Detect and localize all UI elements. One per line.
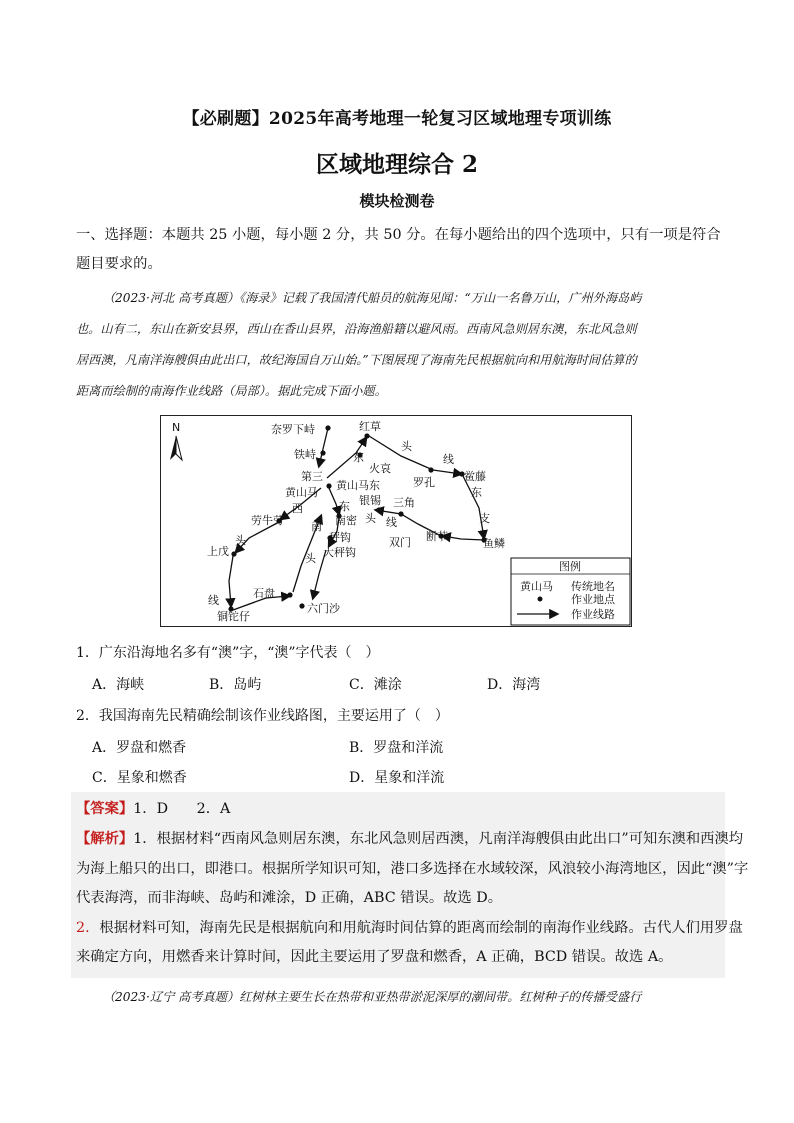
place-shuangmen: 双门 [389, 536, 411, 549]
place-disan: 第三 [301, 470, 323, 483]
route-label-tou2: 头 [365, 512, 376, 525]
north-arrow-icon [170, 421, 182, 460]
map-legend [511, 558, 630, 625]
route-label-dong3: 东 [339, 500, 350, 513]
q1-option-a: A．海峡 [92, 677, 145, 693]
site-shangwu [231, 551, 236, 556]
route-label-zhi: 支 [479, 512, 490, 525]
answer-text: 1．D 2．A [133, 801, 231, 817]
legend-sample: 黄山马 [520, 580, 553, 593]
instructions-line-1: 一、选择题：本题共 25 小题，每小题 2 分，共 50 分。在每小题给出的四个选项中，只有一项是符合 [76, 227, 721, 243]
place-huangshanmadong: 黄山马东 [336, 479, 380, 492]
route-label-tou3: 头 [235, 534, 246, 547]
legend-route: 作业线路 [571, 608, 615, 621]
q2-option-d: D．星象和洋流 [349, 770, 445, 786]
place-sanjiao: 三角 [393, 496, 415, 509]
instructions [76, 221, 722, 279]
site-yinxi [376, 507, 381, 512]
place-duanjie: 断节 [426, 530, 448, 543]
place-laoniulao: 劳牛劳 [251, 514, 284, 527]
paper-subtitle: 区域地理综合 2 [315, 151, 478, 178]
route-map-svg [161, 416, 631, 626]
material-2 [76, 982, 722, 1013]
material-1-line-1: （2023·河北 高考真题）《海录》记载了我国清代船员的航海见闻：“万山一名鲁万山，广州外海岛屿 [102, 291, 642, 305]
route-map [160, 415, 632, 627]
route-label-dong2: 东 [471, 486, 482, 499]
q2-option-b: B．罗盘和洋流 [349, 740, 444, 756]
legend-site-dot-icon [538, 597, 543, 602]
material-2-line-1: （2023·辽宁 高考真题）红树林主要生长在热带和亚热带淤泥深厚的潮间带。红树种子的传播受盛行 [102, 990, 642, 1004]
place-liumensha: 六门沙 [307, 602, 340, 615]
route-label-dong1: 东 [353, 451, 364, 464]
material-1 [76, 283, 722, 407]
route-shangwu-tongtuozai [229, 556, 233, 606]
question-2-stem: 2．我国海南先民精确绘制该作业线路图，主要运用了（ ） [76, 708, 449, 724]
place-huangshanma: 黄山马 [285, 486, 318, 499]
analysis-tag: 【解析】 [76, 831, 134, 847]
legend-title: 图例 [559, 560, 581, 573]
place-tongtuozai: 铜铊仔 [217, 610, 250, 623]
q1-option-b: B．岛屿 [209, 677, 262, 693]
place-names [207, 419, 505, 623]
legend-site: 作业地点 [571, 593, 615, 606]
material-1-line-3: 居西澳，凡南洋海艘俱由此出口，故纪海国自万山始。”下图展现了海南先民根据航向和用航海时间估算的 [76, 353, 637, 367]
place-huoer: 火哀 [369, 462, 391, 475]
site-luokong [428, 467, 433, 472]
material-1-line-2: 也。山有二，东山在新安县界，西山在香山县界，沿海渔船籍以避风雨。西南风急则居东澳，东北风急则 [76, 322, 637, 336]
section-title: 模块检测卷 [359, 192, 435, 210]
route-nailuo-disan [319, 428, 328, 466]
site-shipan [287, 592, 292, 597]
instructions-line-2: 题目要求的。 [76, 256, 162, 272]
site-hongcao [364, 433, 369, 438]
analysis-line-4-text: 根据材料可知，海南先民是根据航向和用航海时间估算的距离而绘制的南海作业线路。古代人们用罗盘 [99, 919, 743, 936]
site-liumensha [299, 603, 304, 608]
paper-title: 【必刷题】2025年高考地理一轮复习区域地理专项训练 [182, 109, 612, 129]
site-nailuo [325, 425, 330, 430]
site-huangshanma [326, 483, 331, 488]
analysis-line-2: 为海上船只的出口，即港口。根据所学知识可知，港口多选择在水域较深，风浪较小海湾地区，因此“澳”字 [76, 860, 749, 877]
place-shipan: 石盘 [253, 587, 275, 600]
route-label-xian3: 线 [208, 594, 219, 607]
place-luokong: 罗孔 [413, 476, 435, 489]
site-sanjiao [398, 511, 403, 516]
analysis-line-1 [76, 825, 744, 855]
route-label-nan: 南 [311, 520, 322, 533]
place-yinxi: 银锡 [359, 494, 381, 507]
question-1-stem: 1．广东沿海地名多有“澳”字，“澳”字代表（ ） [76, 645, 380, 661]
place-tieshi: 铁峙 [294, 448, 316, 461]
analysis-line-1-text: 1．根据材料“西南风急则居东澳，东北风急则居西澳，凡南洋海艘俱由此出口”可知东澳和西澳均 [133, 831, 744, 847]
place-yulin: 鱼鳞 [483, 537, 505, 550]
analysis-line-3: 代表海湾，而非海峡、岛屿和滩涂，D 正确，ABC 错误。故选 D。 [76, 890, 503, 906]
answer-line [76, 795, 722, 824]
place-hongcao: 红草 [359, 420, 381, 433]
route-label-xian2: 线 [386, 516, 397, 529]
q2-option-a: A．罗盘和燃香 [92, 740, 187, 756]
place-nailuo: 奈罗下峙 [271, 423, 315, 436]
place-nanmi: 南密 [335, 514, 357, 527]
q2-option-c: C．星象和燃香 [92, 770, 187, 786]
answer-tag: 【答案】 [76, 801, 134, 817]
material-1-line-4: 距离而绘制的南海作业线路（局部）。据此完成下面小题。 [76, 384, 387, 398]
route-label-xian1: 线 [443, 453, 454, 466]
place-pinggou: 秤钩 [329, 531, 351, 544]
north-label: N [172, 421, 181, 434]
legend-place-name: 传统地名 [571, 580, 615, 593]
route-yulin-duanjie [443, 536, 484, 540]
place-kuiteng: 鲎藤 [464, 470, 486, 483]
analysis-block [76, 825, 749, 973]
analysis-line-4 [76, 914, 743, 944]
q1-option-d: D．海湾 [487, 677, 541, 693]
route-label-tou1: 头 [401, 440, 412, 453]
place-dapinggou: 大秤钩 [323, 546, 356, 559]
analysis-2-number: 2． [76, 919, 100, 936]
route-label-tou4: 头 [305, 552, 316, 565]
site-tieshi [320, 450, 325, 455]
q1-option-c: C．滩涂 [349, 677, 402, 693]
route-label-xi: 西 [292, 502, 303, 515]
analysis-line-5: 来确定方向，用燃香来计算时间，因此主要运用了罗盘和燃香，A 正确，BCD 错误。故选 A。 [76, 949, 673, 965]
place-shangwu: 上戊 [207, 545, 229, 558]
